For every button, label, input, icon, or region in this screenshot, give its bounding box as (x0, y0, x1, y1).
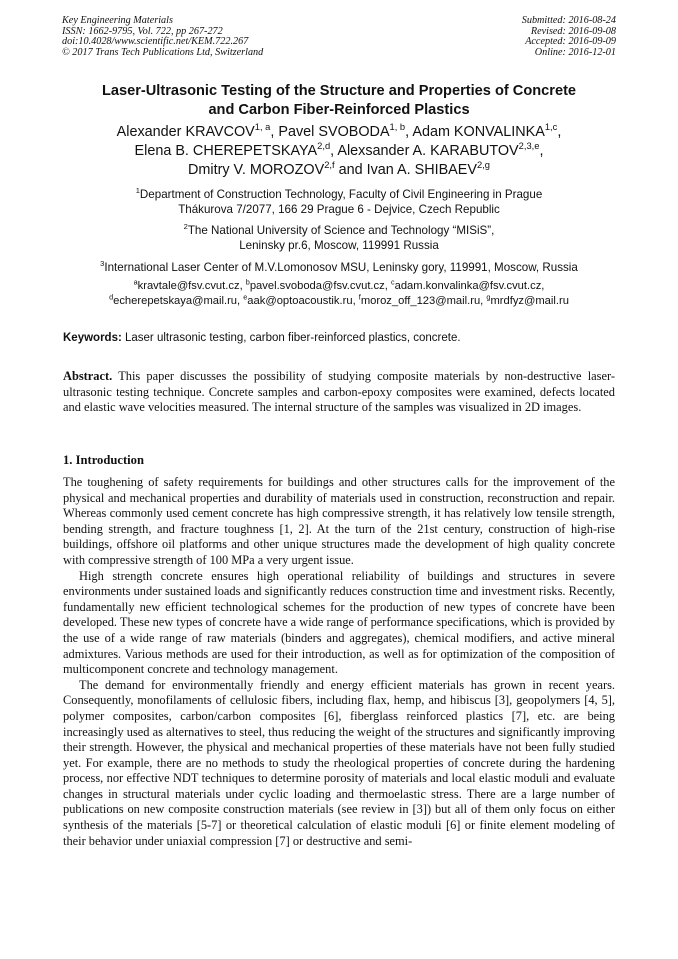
abstract (63, 369, 615, 416)
affiliation-line: Department of Construction Technology, Faculty of Civil Engineering in Prague (139, 188, 543, 201)
journal-name: Key Engineering Materials (62, 15, 173, 26)
author-name: Adam KONVALINKA (412, 124, 545, 140)
email-sup: a (133, 277, 138, 287)
copyright-line: © 2017 Trans Tech Publications Ltd, Switzerland (62, 46, 264, 58)
affiliation-sup: 1 (135, 186, 140, 196)
email-address[interactable]: moroz_off_123@mail.ru (360, 295, 481, 307)
doi-line: doi:10.4028/www.scientific.net/KEM.722.267 (62, 36, 249, 48)
author-list (30, 123, 648, 180)
abstract-label: Abstract. (63, 369, 113, 383)
author-name: Alexsander A. KARABUTOV (337, 143, 519, 159)
author-separator: and (334, 162, 367, 178)
author-separator: , (539, 143, 544, 159)
author-name: Pavel SVOBODA (278, 124, 390, 140)
author-name: Ivan A. SHIBAEV (366, 162, 477, 178)
email-address[interactable]: pavel.svoboda@fsv.cvut.cz (249, 280, 385, 292)
abstract-text: This paper discusses the possibility of studying composite materials by non-destructive laser-ultrasonic testing technique. Concrete samples and carbon-epoxy composites were examined, defects located and elastic wave velocities measured. The internal structure of the samples was visualized in 2D images. (63, 369, 615, 415)
affiliation-sup: 3 (100, 259, 105, 269)
author-sup: 1,c (544, 122, 558, 133)
author-sup: 1, b (389, 122, 406, 133)
journal-info (62, 16, 263, 58)
keywords-label: Keywords: (63, 332, 122, 344)
email-address[interactable]: echerepetskaya@mail.ru (113, 295, 238, 307)
author-name: Alexander KRAVCOV (116, 124, 255, 140)
email-address[interactable]: aak@optoacoustik.ru (247, 295, 353, 307)
keywords (63, 331, 615, 346)
submitted-date: Submitted: 2016-08-24 (521, 15, 616, 26)
paper-title (40, 82, 638, 120)
email-sup: d (109, 292, 114, 302)
paragraph: High strength concrete ensures high operational reliability of buildings and structures in severe environments under sustained loads and significantly reduces construction time and investment risks. Recently, fundamentally new efficient technological schemes for the production of new types of concrete have been developed. These new types of concrete have a wide range of performance specifications, which is provided by the use of a wide range of raw materials (binders and aggregates), chemical modifiers, and active mineral admixtures. Various methods are used for their introduction, as well as for optimization of the composition of multicomponent concrete and technology management. (63, 568, 615, 677)
author-separator: , (270, 124, 279, 140)
submission-dates (522, 16, 616, 58)
email-address[interactable]: adam.konvalinka@fsv.cvut.cz (394, 280, 542, 292)
affiliation-line: The National University of Science and Technology “MISiS”, (187, 224, 495, 237)
accepted-date: Accepted: 2016-09-09 (525, 36, 616, 48)
title-line-1: Laser-Ultrasonic Testing of the Structure and Properties of Concrete (101, 83, 577, 99)
section-heading: 1. Introduction (63, 453, 144, 467)
author-sup: 2,d (317, 141, 331, 152)
paragraph: The demand for environmentally friendly and energy efficient materials has grown in recent years. Consequently, monofilaments of cellulosic fibers, including flax, hemp, and hibiscus [3], geopolymers [4, 5], polymer composites, carbon/carbon composites [6], fiberglass reinforced plastics [7], etc. are being increasingly used as alternatives to steel, thus reducing the weight of the structures and significantly improving their strength. However, the physical and mechanical properties of these materials have not been fully studied yet. For example, there are no methods to study the rheological properties of concrete during the hardening process, nor effective NDT techniques to determine porosity of materials and local elastic moduli and evaluate changes in structural materials under cyclic loading and thermoelastic stress. There are a large number of publications on new composite construction materials (see review in [3]) but all of them only focus on either synthesis of the materials [5-7] or theoretical calculation of elastic moduli [6] or finite element modeling of their behavior under uniaxial compression [7] or destructive and semi- (63, 677, 615, 848)
affiliation-sup: 2 (183, 222, 188, 232)
author-sup: 2,f (324, 160, 335, 171)
author-name: Elena B. CHEREPETSKAYA (134, 143, 318, 159)
email-address[interactable]: kravtale@fsv.cvut.cz (137, 280, 240, 292)
email-sup: g (486, 292, 491, 302)
affiliation-2 (30, 223, 648, 253)
affiliation-1 (30, 187, 648, 217)
email-list: $^a$kravtale@fsv.cvut.cz, $^b$pavel.svoboda@fsv.cvut.cz, $^c$adam.konvalinka@fsv.cvut.cz, $^d$echerepetskaya@mail.ru, $^e$aak@optoacoustik.ru, $^f$moroz_off_123@mail.ru, $^g$mrdfyz@mail.ru (109, 277, 569, 307)
email-sup: e (243, 292, 248, 302)
revised-date: Revised: 2016-09-08 (530, 25, 616, 37)
author-separator: , (330, 143, 338, 159)
email-sup: b (245, 277, 250, 287)
author-sup: 2,3,e (518, 141, 540, 152)
author-separator: , (405, 124, 413, 140)
affiliation-3 (30, 260, 648, 275)
affiliation-line: International Laser Center of M.V.Lomonosov MSU, Leninsky gory, 119991, Moscow, Russia (104, 261, 578, 274)
email-address[interactable]: mrdfyz@mail.ru (490, 295, 569, 307)
author-separator: , (557, 124, 562, 140)
affiliation-address: Thákurova 7/2077, 166 29 Prague 6 - Dejvice, Czech Republic (178, 203, 500, 216)
author-sup: 2,g (476, 160, 490, 171)
email-sup: f (358, 292, 361, 302)
author-sup: 1, a (254, 122, 271, 133)
online-date: Online: 2016-12-01 (534, 46, 616, 58)
email-sup: c (390, 277, 395, 287)
title-line-2: and Carbon Fiber-Reinforced Plastics (208, 102, 470, 118)
keywords-text: Laser ultrasonic testing, carbon fiber-reinforced plastics, concrete. (121, 332, 461, 344)
issn-line: ISSN: 1662-9795, Vol. 722, pp 267-272 (62, 25, 223, 37)
author-name: Dmitry V. MOROZOV (188, 162, 325, 178)
paragraph: The toughening of safety requirements for buildings and other structures calls for the improvement of the physical and mechanical properties and durability of materials used in construction, reconstruction and repair. Whereas commonly used cement concrete has high compressive strength, it has relatively low tensile strength, bending strength, and fracture toughness [1, 2]. At the turn of the 21st century, construction of high-rise buildings, offshore oil platforms and other unique structures made the development of high quality concrete with compressive strength of 100 MPa a very urgent issue. (63, 475, 615, 567)
affiliation-address: Leninsky pr.6, Moscow, 119991 Russia (239, 239, 439, 252)
introduction-body (63, 475, 615, 849)
